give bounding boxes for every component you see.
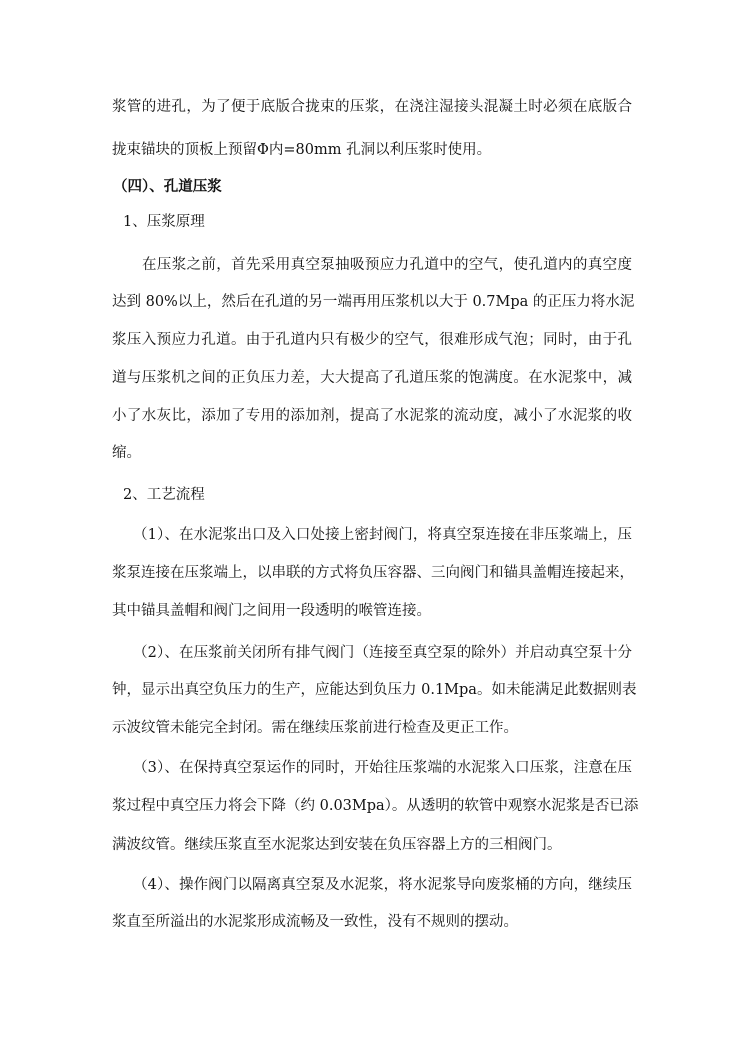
paragraph-line: 浆直至所溢出的水泥浆形成流畅及一致性，没有不规则的摆动。 bbox=[112, 914, 518, 930]
paragraph-line: 浆泵连接在压浆端上，以串联的方式将负压容器、三向阀门和锚具盖帽连接起来， bbox=[112, 565, 634, 581]
paragraph-line: 浆压入预应力孔道。由于孔道内只有极少的空气，很难形成气泡；同时，由于孔 bbox=[112, 332, 632, 348]
paragraph-line: 满波纹管。继续压浆直至水泥浆达到安装在负压容器上方的三相阀门。 bbox=[112, 837, 562, 853]
paragraph-line: （1）、在水泥浆出口及入口处接上密封阀门，将真空泵连接在非压浆端上，压 bbox=[133, 527, 632, 543]
paragraph-line: 其中锚具盖帽和阀门之间用一段透明的喉管连接。 bbox=[112, 603, 431, 619]
paragraph-line: （4）、操作阀门以隔离真空泵及水泥浆，将水泥浆导向废浆桶的方向，继续压 bbox=[133, 877, 632, 893]
paragraph-line: 在压浆之前，首先采用真空泵抽吸预应力孔道中的空气，使孔道内的真空度 bbox=[142, 257, 632, 273]
subsection-heading: 1、压浆原理 bbox=[123, 214, 205, 230]
paragraph-line: （3）、在保持真空泵运作的同时，开始往压浆端的水泥浆入口压浆，注意在压 bbox=[133, 760, 632, 776]
paragraph-line: 示波纹管未能完全封闭。需在继续压浆前进行检查及更正工作。 bbox=[112, 720, 518, 736]
paragraph-line: 钟，显示出真空负压力的生产，应能达到负压力 0.1Mpa。如未能满足此数据则表 bbox=[112, 682, 637, 698]
paragraph-line: 缩。 bbox=[112, 445, 141, 461]
subsection-heading: 2、工艺流程 bbox=[123, 487, 205, 503]
paragraph-line: 浆过程中真空压力将会下降（约 0.03Mpa）。从透明的软管中观察水泥浆是否已添 bbox=[112, 798, 639, 814]
paragraph-line: 拢束锚块的顶板上预留Φ内=80mm 孔洞以利压浆时使用。 bbox=[112, 142, 492, 158]
paragraph-line: 道与压浆机之间的正负压力差，大大提高了孔道压浆的饱满度。在水泥浆中，减 bbox=[112, 370, 632, 386]
paragraph-line: 浆管的进孔，为了便于底版合拢束的压浆，在浇注湿接头混凝土时必须在底版合 bbox=[112, 99, 632, 115]
paragraph-line: （2）、在压浆前关闭所有排气阀门（连接至真空泵的除外）并启动真空泵十分 bbox=[133, 645, 632, 661]
paragraph-line: 达到 80%以上，然后在孔道的另一端再用压浆机以大于 0.7Mpa 的正压力将水泥 bbox=[112, 294, 635, 310]
section-heading: （四）、孔道压浆 bbox=[113, 178, 222, 195]
paragraph-line: 小了水灰比，添加了专用的添加剂，提高了水泥浆的流动度，减小了水泥浆的收 bbox=[112, 408, 632, 424]
